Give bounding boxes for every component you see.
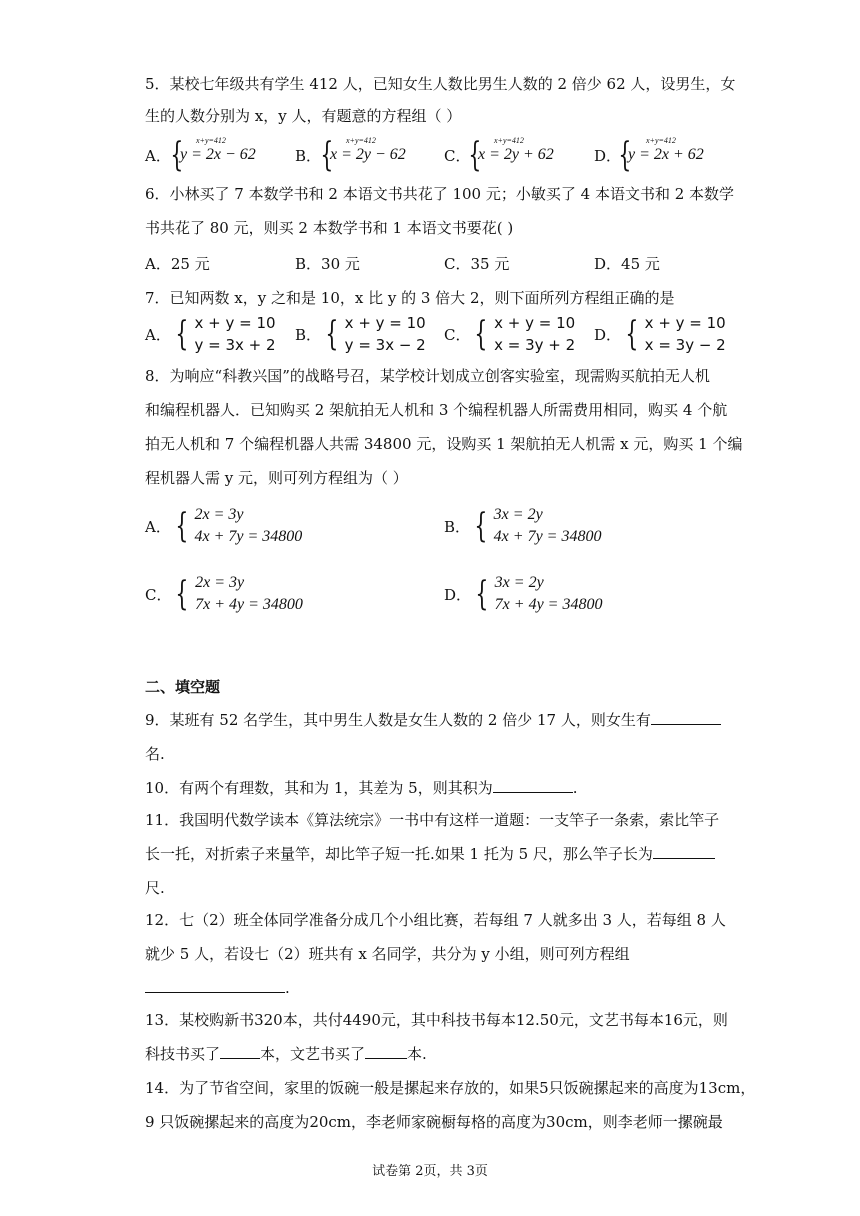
- q7-a-eq1: x + y = 10: [194, 314, 276, 332]
- option-label: B．: [295, 147, 322, 165]
- option-label: C．: [444, 147, 471, 165]
- brace-icon: {: [475, 574, 489, 614]
- q6-line1: 6．小林买了 7 本数学书和 2 本语文书共花了 100 元；小敏买了 4 本语文书和 2 本数学: [145, 185, 735, 203]
- q7-d-eq2: x = 3y − 2: [644, 336, 726, 354]
- q6-option-b: B．30 元: [295, 255, 360, 273]
- q5-d-eq2: y = 2x + 62: [628, 146, 704, 163]
- q5-d-eq1: x+y=412: [646, 136, 676, 145]
- brace-icon: {: [175, 314, 189, 354]
- q8-a-eq2: 4x + 7y = 34800: [194, 528, 303, 545]
- q8-b-eq2: 4x + 7y = 34800: [493, 528, 602, 545]
- q7-option-a: [145, 312, 276, 356]
- brace-icon: {: [170, 135, 184, 175]
- brace-icon: {: [320, 135, 334, 175]
- q6-option-a: A．25 元: [145, 255, 210, 273]
- q7-d-eq1: x + y = 10: [644, 314, 726, 332]
- q13-text-c: 本.: [407, 1045, 427, 1063]
- q8-b-eq1: 3x = 2y: [493, 506, 543, 523]
- q8-line2: 和编程机器人．已知购买 2 架航拍无人机和 3 个编程机器人所需费用相同，购买 4 个航: [145, 401, 728, 419]
- q14-line2: 9 只饭碗摞起来的高度为20cm，李老师家碗橱每格的高度为30cm，则李老师一摞碗最: [145, 1113, 723, 1131]
- q13-text-a: 科技书买了: [145, 1045, 221, 1063]
- answer-blank: [653, 842, 715, 859]
- option-label: A．: [145, 147, 171, 165]
- q5-a-eq1: x+y=412: [196, 136, 226, 145]
- brace-icon: {: [474, 506, 488, 546]
- option-label: A．: [145, 325, 171, 344]
- answer-blank: [145, 976, 285, 993]
- q9-line1: [145, 708, 721, 732]
- q8-c-eq2: 7x + 4y = 34800: [195, 596, 303, 613]
- q11-line2: [145, 842, 715, 866]
- q7-b-eq2: y = 3x − 2: [344, 336, 426, 354]
- q7-option-b: [295, 312, 426, 356]
- q12-line2: 就少 5 人，若设七（2）班共有 x 名同学，共分为 y 小组，则可列方程组: [145, 945, 630, 963]
- q8-line4: 程机器人需 y 元，则可列方程组为（ ）: [145, 469, 408, 487]
- q7-c-eq2: x = 3y + 2: [494, 336, 576, 354]
- option-label: C．: [145, 585, 172, 604]
- option-label: D．: [444, 585, 472, 604]
- q7-b-eq1: x + y = 10: [344, 314, 426, 332]
- q10-line: [145, 776, 578, 800]
- q11-text: 长一托，对折索子来量竿，却比竿子短一托.如果 1 托为 5 尺，那么竿子长为: [145, 845, 653, 863]
- q8-d-eq2: 7x + 4y = 34800: [494, 596, 603, 613]
- q8-line1: 8．为响应“科教兴国”的战略号召，某学校计划成立创客实验室，现需购买航拍无人机: [145, 367, 710, 385]
- brace-icon: {: [325, 314, 339, 354]
- q8-option-d: [444, 572, 602, 616]
- q7-line1: 7．已知两数 x，y 之和是 10，x 比 y 的 3 倍大 2，则下面所列方程组正确的是: [145, 289, 675, 307]
- q5-b-eq1: x+y=412: [346, 136, 376, 145]
- q7-option-d: [594, 312, 726, 356]
- q5-c-eq2: x = 2y + 62: [478, 146, 554, 163]
- option-label: C．: [444, 325, 471, 344]
- page-footer: 试卷第 2页，共 3页: [372, 1164, 488, 1179]
- q13-line1: 13．某校购新书320本，共付4490元，其中科技书每本12.50元，文艺书每本16元，则: [145, 1011, 728, 1029]
- answer-blank: [651, 708, 721, 725]
- q8-option-b: [444, 504, 601, 548]
- option-label: D．: [594, 325, 622, 344]
- q6-line2: 书共花了 80 元，则买 2 本数学书和 1 本语文书要花( ): [145, 219, 514, 237]
- q9-line2: 名.: [145, 745, 165, 763]
- q8-c-eq1: 2x = 3y: [195, 574, 245, 591]
- brace-icon: {: [468, 135, 482, 175]
- option-label: A．: [145, 517, 171, 536]
- option-label: B．: [444, 517, 471, 536]
- q5-b-eq2: x = 2y − 62: [330, 146, 406, 163]
- q8-d-eq1: 3x = 2y: [494, 574, 544, 591]
- q10-end: .: [572, 779, 578, 797]
- answer-blank: [220, 1042, 260, 1059]
- q8-option-a: [145, 504, 302, 548]
- section-heading: 二、填空题: [145, 678, 221, 696]
- q13-text-b: 本，文艺书买了: [260, 1045, 366, 1063]
- brace-icon: {: [625, 314, 639, 354]
- brace-icon: {: [175, 574, 189, 614]
- q8-a-eq1: 2x = 3y: [194, 506, 244, 523]
- q7-option-c: [444, 312, 575, 356]
- q12-line3: [145, 976, 290, 1000]
- q10-text: 10．有两个有理数，其和为 1，其差为 5，则其积为: [145, 779, 493, 797]
- option-label: B．: [295, 325, 322, 344]
- q6-option-c: C．35 元: [444, 255, 510, 273]
- q12-end: .: [285, 979, 290, 997]
- answer-blank: [365, 1042, 407, 1059]
- q5-line1: 5．某校七年级共有学生 412 人，已知女生人数比男生人数的 2 倍少 62 人，设男生，女: [145, 75, 736, 93]
- q14-line1: 14．为了节省空间，家里的饭碗一般是摞起来存放的，如果5只饭碗摞起来的高度为13cm，: [145, 1079, 756, 1097]
- q5-a-eq2: y = 2x − 62: [180, 146, 256, 163]
- q5-c-eq1: x+y=412: [494, 136, 524, 145]
- q9-text: 9．某班有 52 名学生，其中男生人数是女生人数的 2 倍少 17 人，则女生有: [145, 711, 651, 729]
- brace-icon: {: [618, 135, 632, 175]
- q13-line2: [145, 1042, 427, 1066]
- answer-blank: [493, 776, 573, 793]
- q7-c-eq1: x + y = 10: [494, 314, 576, 332]
- q11-line1: 11．我国明代数学读本《算法统宗》一书中有这样一道题：一支竿子一条索，索比竿子: [145, 811, 720, 829]
- q7-a-eq2: y = 3x + 2: [194, 336, 276, 354]
- q5-line2: 生的人数分别为 x，y 人，有题意的方程组（ ）: [145, 107, 462, 125]
- q12-line1: 12．七（2）班全体同学准备分成几个小组比赛，若每组 7 人就多出 3 人，若每组 8 人: [145, 911, 726, 929]
- q11-line3: 尺.: [145, 879, 165, 897]
- brace-icon: {: [474, 314, 488, 354]
- q8-option-c: [145, 572, 303, 616]
- brace-icon: {: [175, 506, 189, 546]
- option-label: D．: [594, 147, 622, 165]
- q6-option-d: D．45 元: [594, 255, 660, 273]
- q8-line3: 拍无人机和 7 个编程机器人共需 34800 元，设购买 1 架航拍无人机需 x 元，购买 1 个编: [145, 435, 743, 453]
